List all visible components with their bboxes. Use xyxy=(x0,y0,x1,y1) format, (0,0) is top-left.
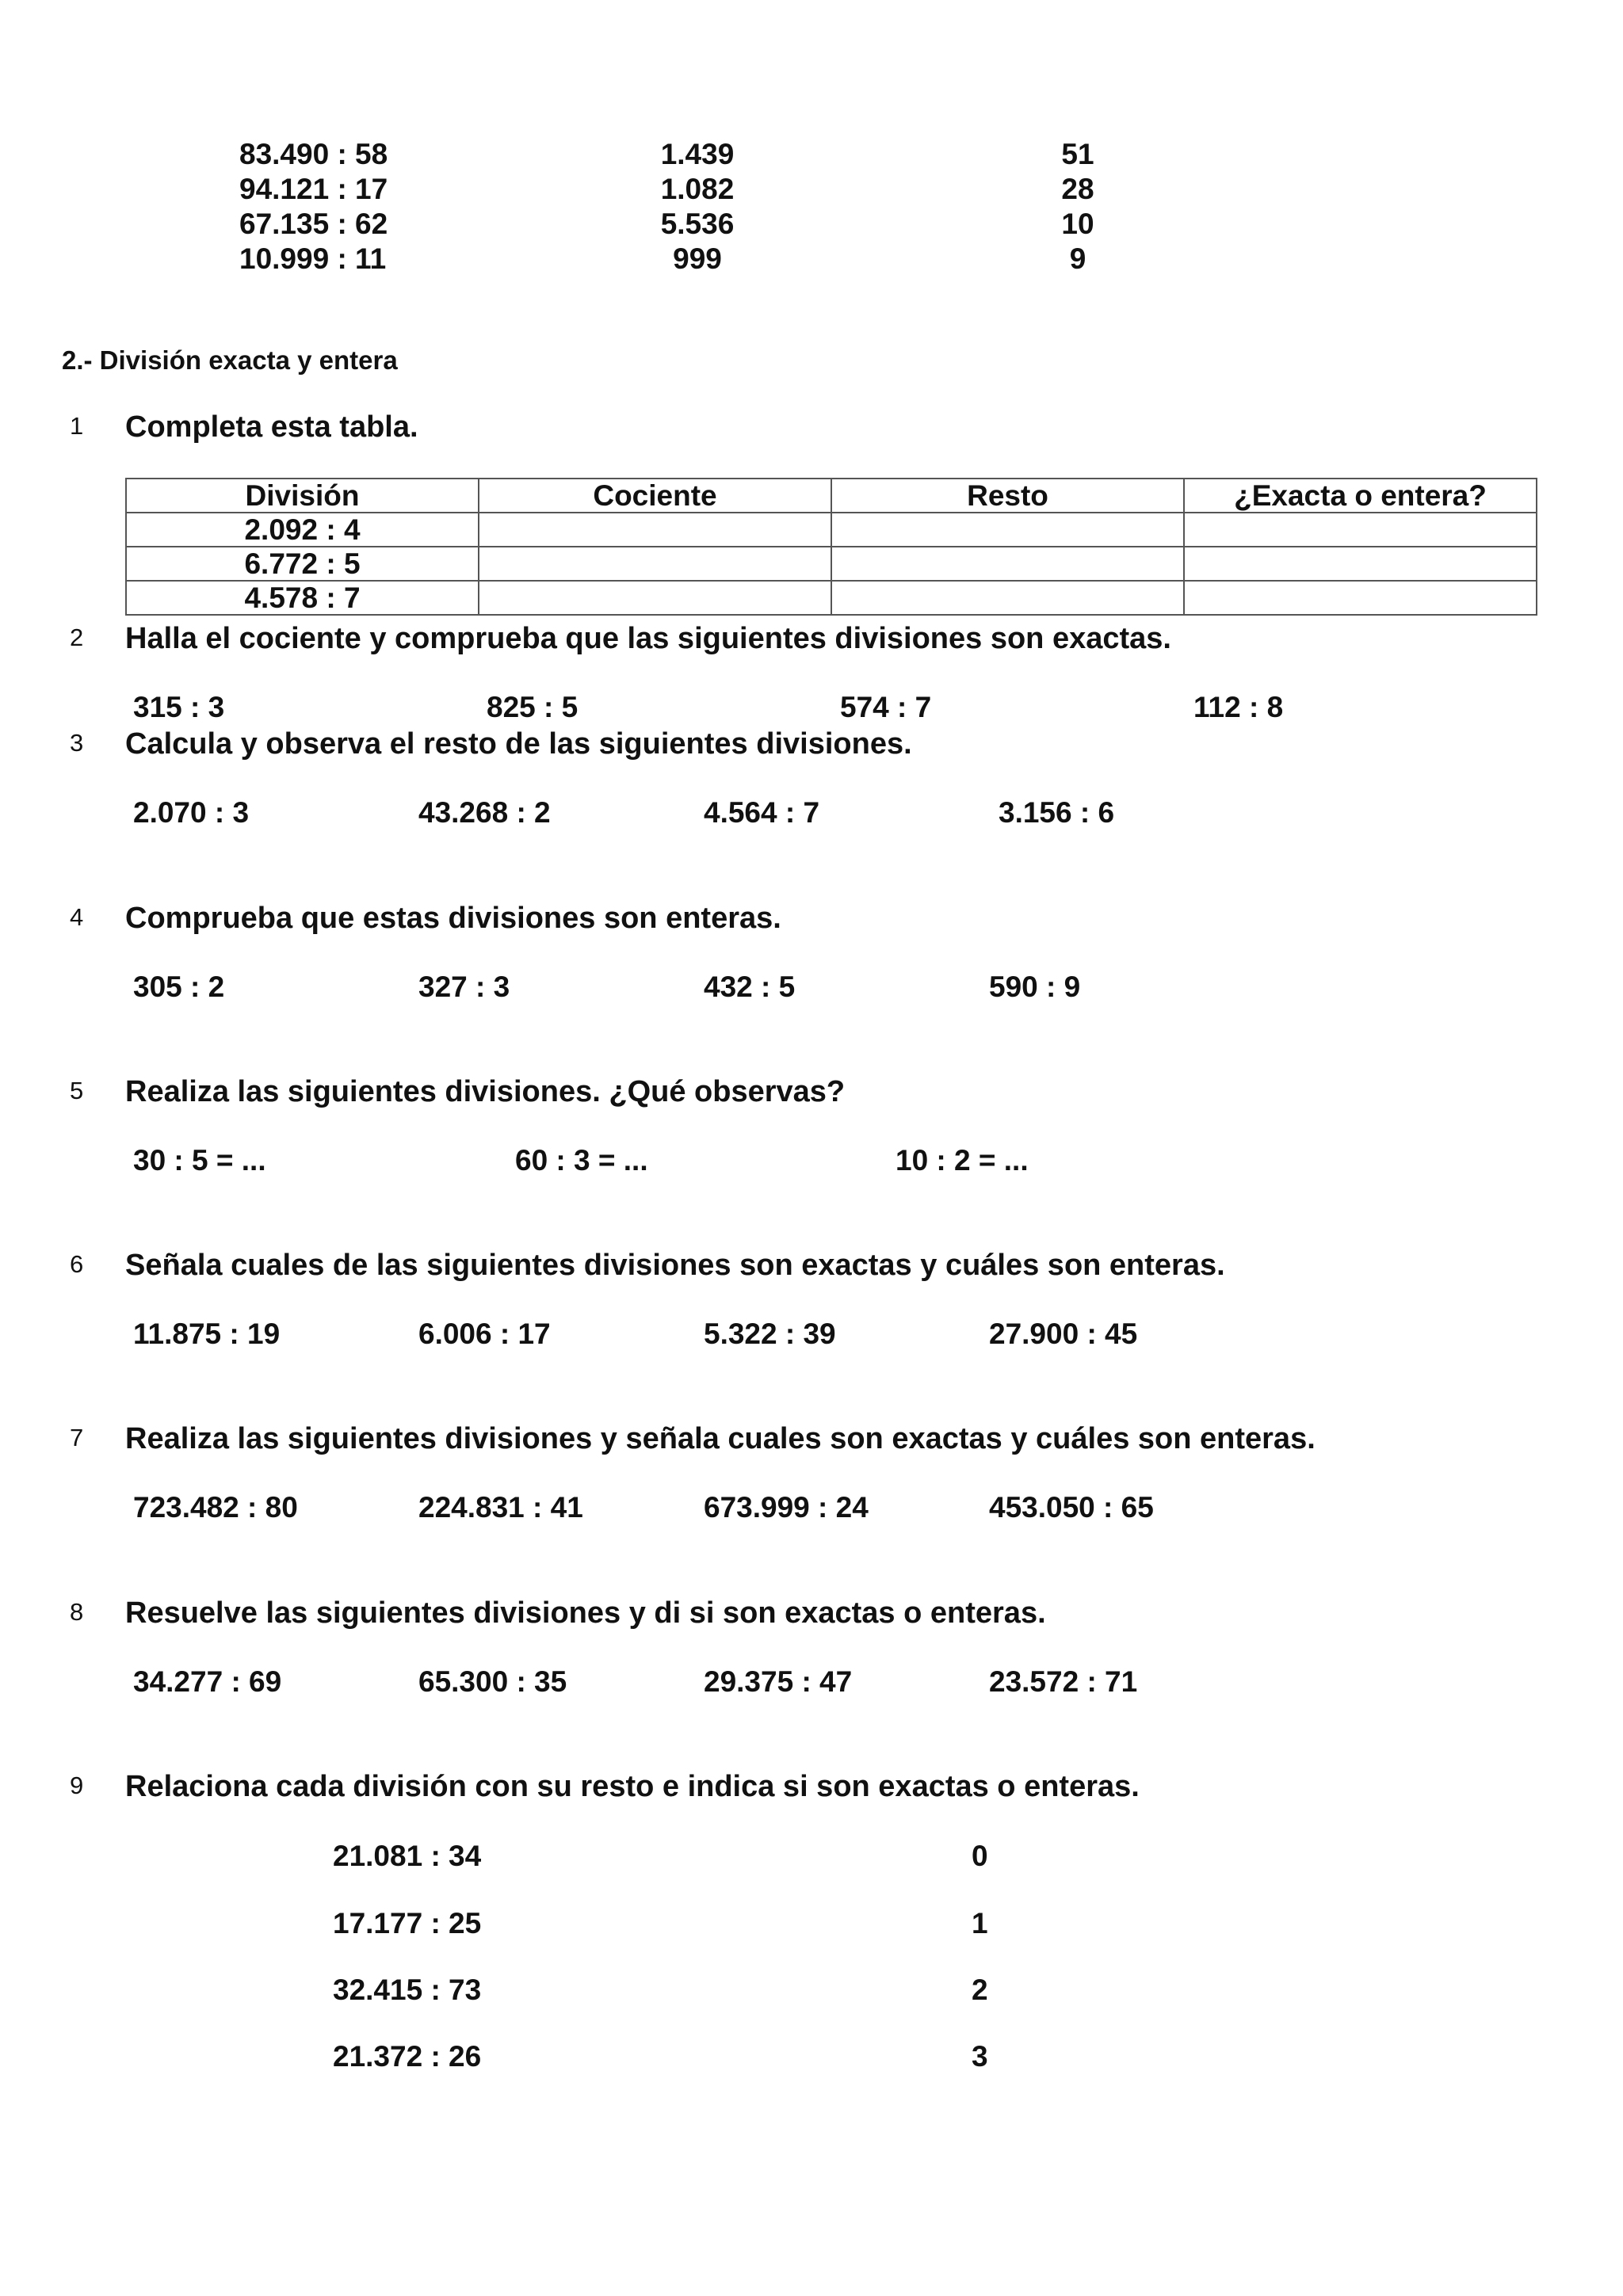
table-header-row xyxy=(126,479,1537,513)
exercise-number: 4 xyxy=(70,903,84,931)
division-operation: 327 : 3 xyxy=(418,971,510,1003)
exercise-instruction: Señala cuales de las siguientes divisiones son exactas y cuáles son enteras. xyxy=(125,1249,1225,1282)
match-remainder: 0 xyxy=(972,1840,988,1872)
division-operation: 3.156 : 6 xyxy=(999,796,1115,829)
operations-row xyxy=(0,1491,1623,1527)
top-cociente: 1.082 xyxy=(660,173,735,205)
exercise-number: 5 xyxy=(70,1077,84,1104)
table-row xyxy=(126,513,1537,547)
table-header: Resto xyxy=(831,479,1184,513)
top-division: 94.121 : 17 xyxy=(239,173,388,205)
exercise-number: 1 xyxy=(70,412,84,440)
division-operation: 6.006 : 17 xyxy=(418,1318,551,1350)
division-operation: 432 : 5 xyxy=(704,971,796,1003)
top-row xyxy=(0,208,1623,242)
match-division: 32.415 : 73 xyxy=(333,1974,482,2006)
division-operation: 224.831 : 41 xyxy=(418,1491,583,1524)
exercise-instruction: Realiza las siguientes divisiones y señala cuales son exactas y cuáles son enteras. xyxy=(125,1422,1316,1455)
division-operation: 574 : 7 xyxy=(840,691,932,723)
table-cell-blank[interactable] xyxy=(831,581,1184,615)
table-cell-blank[interactable] xyxy=(479,547,831,581)
division-operation: 34.277 : 69 xyxy=(133,1665,282,1698)
top-division: 10.999 : 11 xyxy=(239,242,387,275)
operations-row xyxy=(0,1144,1623,1180)
top-resto: 10 xyxy=(1061,208,1094,240)
exercise-number: 7 xyxy=(70,1424,84,1451)
division-operation: 112 : 8 xyxy=(1193,691,1284,723)
division-operation: 453.050 : 65 xyxy=(989,1491,1154,1524)
division-operation: 27.900 : 45 xyxy=(989,1318,1138,1350)
operations-row xyxy=(0,691,1623,727)
match-row xyxy=(0,1974,1623,2008)
match-row xyxy=(0,1907,1623,1942)
table-cell-blank[interactable] xyxy=(1184,547,1537,581)
division-operation: 23.572 : 71 xyxy=(989,1665,1138,1698)
table-row xyxy=(126,547,1537,581)
top-row xyxy=(0,242,1623,277)
top-resto: 9 xyxy=(1069,242,1086,275)
division-operation: 5.322 : 39 xyxy=(704,1318,836,1350)
table-header: Cociente xyxy=(479,479,831,513)
exercise-number: 8 xyxy=(70,1598,84,1626)
operations-row xyxy=(0,971,1623,1007)
division-operation: 30 : 5 = ... xyxy=(133,1144,266,1177)
table-cell-blank[interactable] xyxy=(831,513,1184,547)
section-title: 2.- División exacta y entera xyxy=(62,345,398,375)
exercise-instruction: Resuelve las siguientes divisiones y di si son exactas o enteras. xyxy=(125,1596,1046,1630)
match-row xyxy=(0,1840,1623,1875)
match-remainder: 2 xyxy=(972,1974,988,2006)
division-operation: 43.268 : 2 xyxy=(418,796,551,829)
division-operation: 825 : 5 xyxy=(487,691,579,723)
table-cell-blank[interactable] xyxy=(831,547,1184,581)
division-operation: 4.564 : 7 xyxy=(704,796,820,829)
table-row xyxy=(126,581,1537,615)
exercise-instruction: Completa esta tabla. xyxy=(125,410,418,444)
table-cell-blank[interactable] xyxy=(1184,513,1537,547)
top-division: 67.135 : 62 xyxy=(239,208,388,240)
table-cell: 2.092 : 4 xyxy=(126,513,479,547)
match-row xyxy=(0,2040,1623,2075)
division-operation: 10 : 2 = ... xyxy=(896,1144,1029,1177)
match-division: 21.372 : 26 xyxy=(333,2040,482,2073)
division-operation: 723.482 : 80 xyxy=(133,1491,298,1524)
table-cell: 4.578 : 7 xyxy=(126,581,479,615)
exercise-instruction: Realiza las siguientes divisiones. ¿Qué observas? xyxy=(125,1075,846,1108)
division-operation: 305 : 2 xyxy=(133,971,225,1003)
table-cell: 6.772 : 5 xyxy=(126,547,479,581)
exercise-number: 6 xyxy=(70,1250,84,1278)
table-header: ¿Exacta o entera? xyxy=(1184,479,1537,513)
division-operation: 2.070 : 3 xyxy=(133,796,250,829)
exercise-instruction: Halla el cociente y comprueba que las siguientes divisiones son exactas. xyxy=(125,622,1171,655)
match-remainder: 3 xyxy=(972,2040,988,2073)
top-cociente: 999 xyxy=(673,242,722,275)
top-cociente: 1.439 xyxy=(660,138,735,170)
top-cociente: 5.536 xyxy=(660,208,735,240)
exercise-instruction: Calcula y observa el resto de las siguientes divisiones. xyxy=(125,727,912,761)
match-division: 17.177 : 25 xyxy=(333,1907,482,1939)
division-operation: 65.300 : 35 xyxy=(418,1665,567,1698)
match-remainder: 1 xyxy=(972,1907,988,1939)
top-resto: 51 xyxy=(1061,138,1094,170)
top-row xyxy=(0,138,1623,173)
operations-row xyxy=(0,1318,1623,1354)
table-cell-blank[interactable] xyxy=(479,513,831,547)
top-row xyxy=(0,173,1623,208)
exercise-number: 3 xyxy=(70,729,84,757)
table-header: División xyxy=(126,479,479,513)
division-operation: 60 : 3 = ... xyxy=(515,1144,648,1177)
table-cell-blank[interactable] xyxy=(1184,581,1537,615)
top-division: 83.490 : 58 xyxy=(239,138,388,170)
division-operation: 11.875 : 19 xyxy=(133,1318,281,1350)
top-resto: 28 xyxy=(1061,173,1094,205)
division-operation: 29.375 : 47 xyxy=(704,1665,853,1698)
operations-row xyxy=(0,1665,1623,1702)
exercise-number: 2 xyxy=(70,624,84,651)
division-operation: 315 : 3 xyxy=(133,691,225,723)
exercise-number: 9 xyxy=(70,1772,84,1799)
exercise-instruction: Relaciona cada división con su resto e indica si son exactas o enteras. xyxy=(125,1770,1140,1803)
operations-row xyxy=(0,796,1623,833)
division-table xyxy=(125,478,1537,616)
exercise-instruction: Comprueba que estas divisiones son enteras. xyxy=(125,902,781,935)
division-operation: 673.999 : 24 xyxy=(704,1491,869,1524)
table-cell-blank[interactable] xyxy=(479,581,831,615)
match-division: 21.081 : 34 xyxy=(333,1840,482,1872)
division-operation: 590 : 9 xyxy=(989,971,1081,1003)
